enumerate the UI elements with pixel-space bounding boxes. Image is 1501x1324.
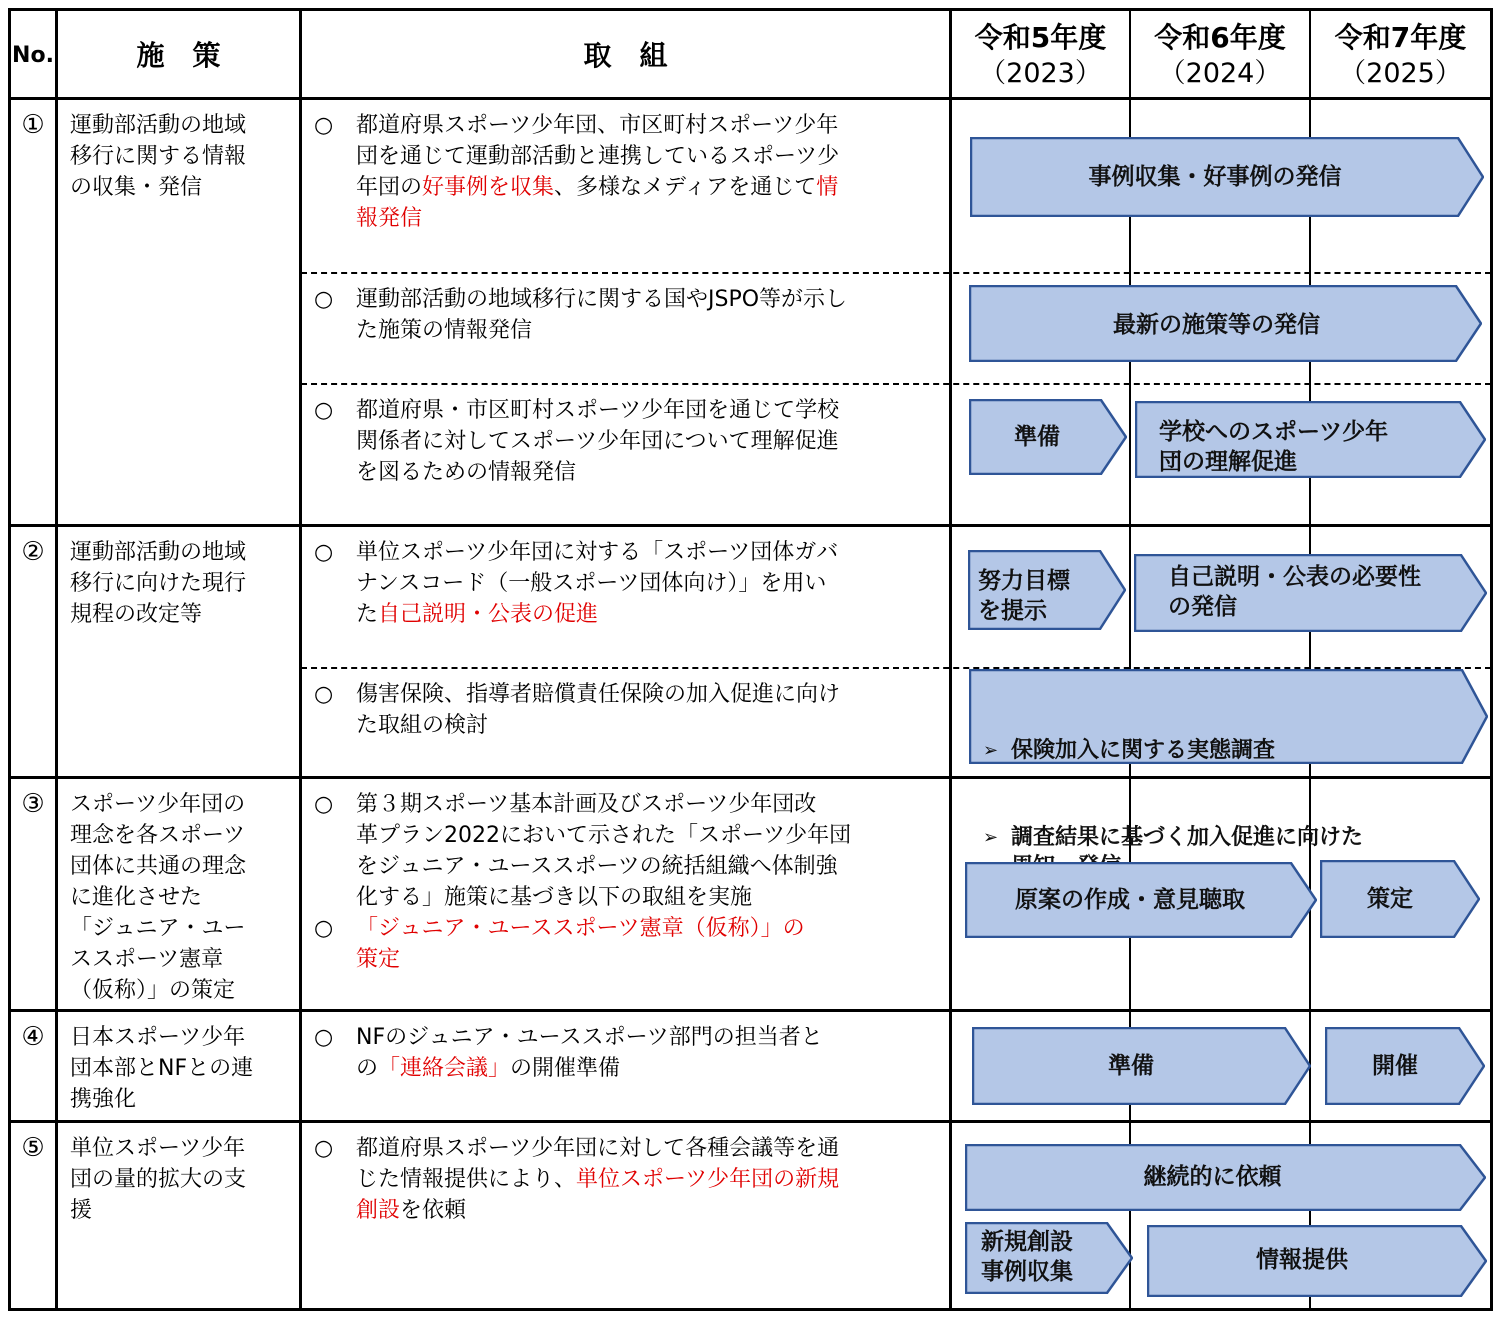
header-no: No. xyxy=(12,43,54,68)
bullet-mark: ○ xyxy=(314,1025,334,1050)
timeline-arrow xyxy=(969,669,1488,850)
effort-text-part: 都道府県スポーツ少年団に対して各種会議等を通 じた情報提供により、 xyxy=(356,1136,840,1192)
arrow-bullet-mark: ➢ xyxy=(983,740,999,761)
header-year-era: 令和7年度 xyxy=(1334,21,1467,54)
row-number: ④ xyxy=(21,1022,45,1052)
dashed-divider xyxy=(301,383,1491,385)
arrow-label: 学校へのスポーツ少年 団の理解促進 xyxy=(1159,419,1389,475)
arrow-label: 情報提供 xyxy=(1256,1247,1348,1273)
arrow-bullet-item xyxy=(983,736,1453,765)
header-year-number: （2023） xyxy=(979,58,1102,89)
header-year-number: （2024） xyxy=(1158,58,1282,89)
arrow-label: 新規創設 事例収集 xyxy=(981,1229,1073,1285)
row-number: ⑤ xyxy=(21,1133,45,1163)
effort-highlight: 好事例を収集 xyxy=(422,175,555,200)
column-divider xyxy=(55,8,58,1311)
arrow-bullet-text: 調査結果に基づく加入促進に向けた xyxy=(1011,825,1364,850)
timeline-arrow xyxy=(970,137,1484,217)
timeline-arrow xyxy=(1147,1225,1487,1297)
arrow-bullet-mark: ➢ xyxy=(983,827,999,848)
effort-text xyxy=(356,1133,946,1226)
effort-highlight: 「連絡会議」 xyxy=(378,1056,511,1081)
timeline-arrow xyxy=(965,862,1317,938)
effort-text-part: を依頼 xyxy=(400,1198,467,1223)
header-year-era: 令和5年度 xyxy=(974,21,1107,54)
effort-text xyxy=(356,537,946,630)
header-effort: 取 組 xyxy=(583,39,668,72)
arrow-label: 継続的に依頼 xyxy=(1143,1164,1282,1190)
header-year-2023 xyxy=(952,20,1129,92)
table-border-bottom xyxy=(8,1308,1493,1311)
effort-text xyxy=(356,110,946,234)
timeline-arrow xyxy=(965,1222,1133,1294)
measure-text: 運動部活動の地域 移行に向けた現行 規程の改定等 xyxy=(70,540,247,627)
row-divider xyxy=(8,524,1493,527)
timeline-arrow xyxy=(969,285,1482,362)
table-border-left xyxy=(8,8,11,1311)
timeline-arrow xyxy=(1134,554,1487,632)
effort-highlight: 単位スポーツ少年団の新規 創設 xyxy=(356,1167,840,1223)
effort-text-part: 都道府県スポーツ少年団、市区町村スポーツ少年 団を通じて運動部活動と連携しているスポーツ少 年団の xyxy=(356,113,840,200)
table-border-top xyxy=(8,8,1493,11)
measure-text: 日本スポーツ少年 団本部とNFとの連 携強化 xyxy=(70,1025,254,1112)
row-number: ③ xyxy=(21,789,45,819)
effort-text: 第３期スポーツ基本計画及びスポーツ少年団改 革プラン2022において示された「スポーツ少年団 をジュニア・ユーススポーツの統括組織へ体制強 化する」施策に基づき以下の取組を実施 xyxy=(356,792,852,910)
row-number: ② xyxy=(21,537,45,567)
arrow-label: 準備 xyxy=(1014,424,1060,450)
row-divider xyxy=(8,97,1493,100)
table-border-right xyxy=(1490,8,1493,1311)
header-measure: 施 策 xyxy=(136,39,221,72)
row-divider xyxy=(8,1009,1493,1012)
effort-text: 運動部活動の地域移行に関する国やJSPO等が示し た施策の情報発信 xyxy=(356,287,848,343)
arrow-label: 事例収集・好事例の発信 xyxy=(1088,164,1342,190)
column-divider xyxy=(949,8,952,1311)
row-number: ① xyxy=(21,110,45,140)
column-divider xyxy=(299,8,302,1311)
timeline-arrow xyxy=(972,1027,1311,1105)
header-year-era: 令和6年度 xyxy=(1154,21,1286,54)
arrow-label: 準備 xyxy=(1108,1053,1154,1079)
timeline-arrow xyxy=(1325,1027,1485,1105)
bullet-mark: ○ xyxy=(314,287,334,312)
timeline-arrow xyxy=(1135,401,1486,478)
measure-text: 単位スポーツ少年 団の量的拡大の支 援 xyxy=(70,1136,247,1223)
effort-highlight: 「ジュニア・ユーススポーツ憲章（仮称）」の 策定 xyxy=(356,916,805,972)
effort-highlight: 自己説明・公表の促進 xyxy=(378,602,599,627)
arrow-label: 自己説明・公表の必要性 の発信 xyxy=(1168,564,1421,620)
header-year-2024 xyxy=(1131,20,1309,92)
effort-text-part: 単位スポーツ少年団に対する「スポーツ団体ガバ ナンスコード（一般スポーツ団体向け）」を用い た xyxy=(356,540,839,627)
effort-text: 傷害保険、指導者賠償責任保険の加入促進に向け た取組の検討 xyxy=(356,682,841,738)
timeline-arrow xyxy=(969,399,1127,475)
effort-text-part: 、多様なメディアを通じて xyxy=(554,175,817,200)
bullet-mark: ○ xyxy=(314,1136,334,1161)
effort-text-part: の開催準備 xyxy=(510,1056,621,1081)
timeline-arrow xyxy=(1320,860,1480,938)
bullet-mark: ○ xyxy=(314,682,334,707)
bullet-mark: ○ xyxy=(314,113,334,138)
effort-text-part: NFのジュニア・ユーススポーツ部門の担当者と の xyxy=(356,1025,823,1081)
header-year-number: （2025） xyxy=(1339,58,1462,89)
effort-highlight: 情 報発信 xyxy=(356,175,839,231)
measure-text: 運動部活動の地域 移行に関する情報 の収集・発信 xyxy=(70,113,247,200)
measure-text: スポーツ少年団の 理念を各スポーツ 団体に共通の理念 に進化させた 「ジュニア・ユー ススポーツ憲章 （仮称）」の策定 xyxy=(70,792,247,1003)
dashed-divider xyxy=(301,272,1491,274)
arrow-label: 原案の作成・意見聴取 xyxy=(1015,887,1245,913)
header-year-2025 xyxy=(1311,20,1490,92)
bullet-mark: ○ xyxy=(314,398,334,423)
arrow-label: 努力目標 を提示 xyxy=(978,568,1070,624)
effort-text xyxy=(356,1022,946,1084)
bullet-mark: ○ xyxy=(314,792,334,817)
row-divider xyxy=(8,1120,1493,1123)
arrow-bullet-text: 保険加入に関する実態調査 xyxy=(1011,738,1276,763)
timeline-arrow xyxy=(968,550,1126,630)
arrow-label: 策定 xyxy=(1367,886,1413,912)
effort-text: 都道府県・市区町村スポーツ少年団を通じて学校 関係者に対してスポーツ少年団について理解促進 を図るための情報発信 xyxy=(356,398,840,485)
arrow-label: 最新の施策等の発信 xyxy=(1113,312,1320,338)
bullet-mark: ○ xyxy=(314,916,334,941)
bullet-mark: ○ xyxy=(314,540,334,565)
arrow-label: 開催 xyxy=(1372,1053,1418,1079)
timeline-arrow xyxy=(965,1144,1486,1211)
